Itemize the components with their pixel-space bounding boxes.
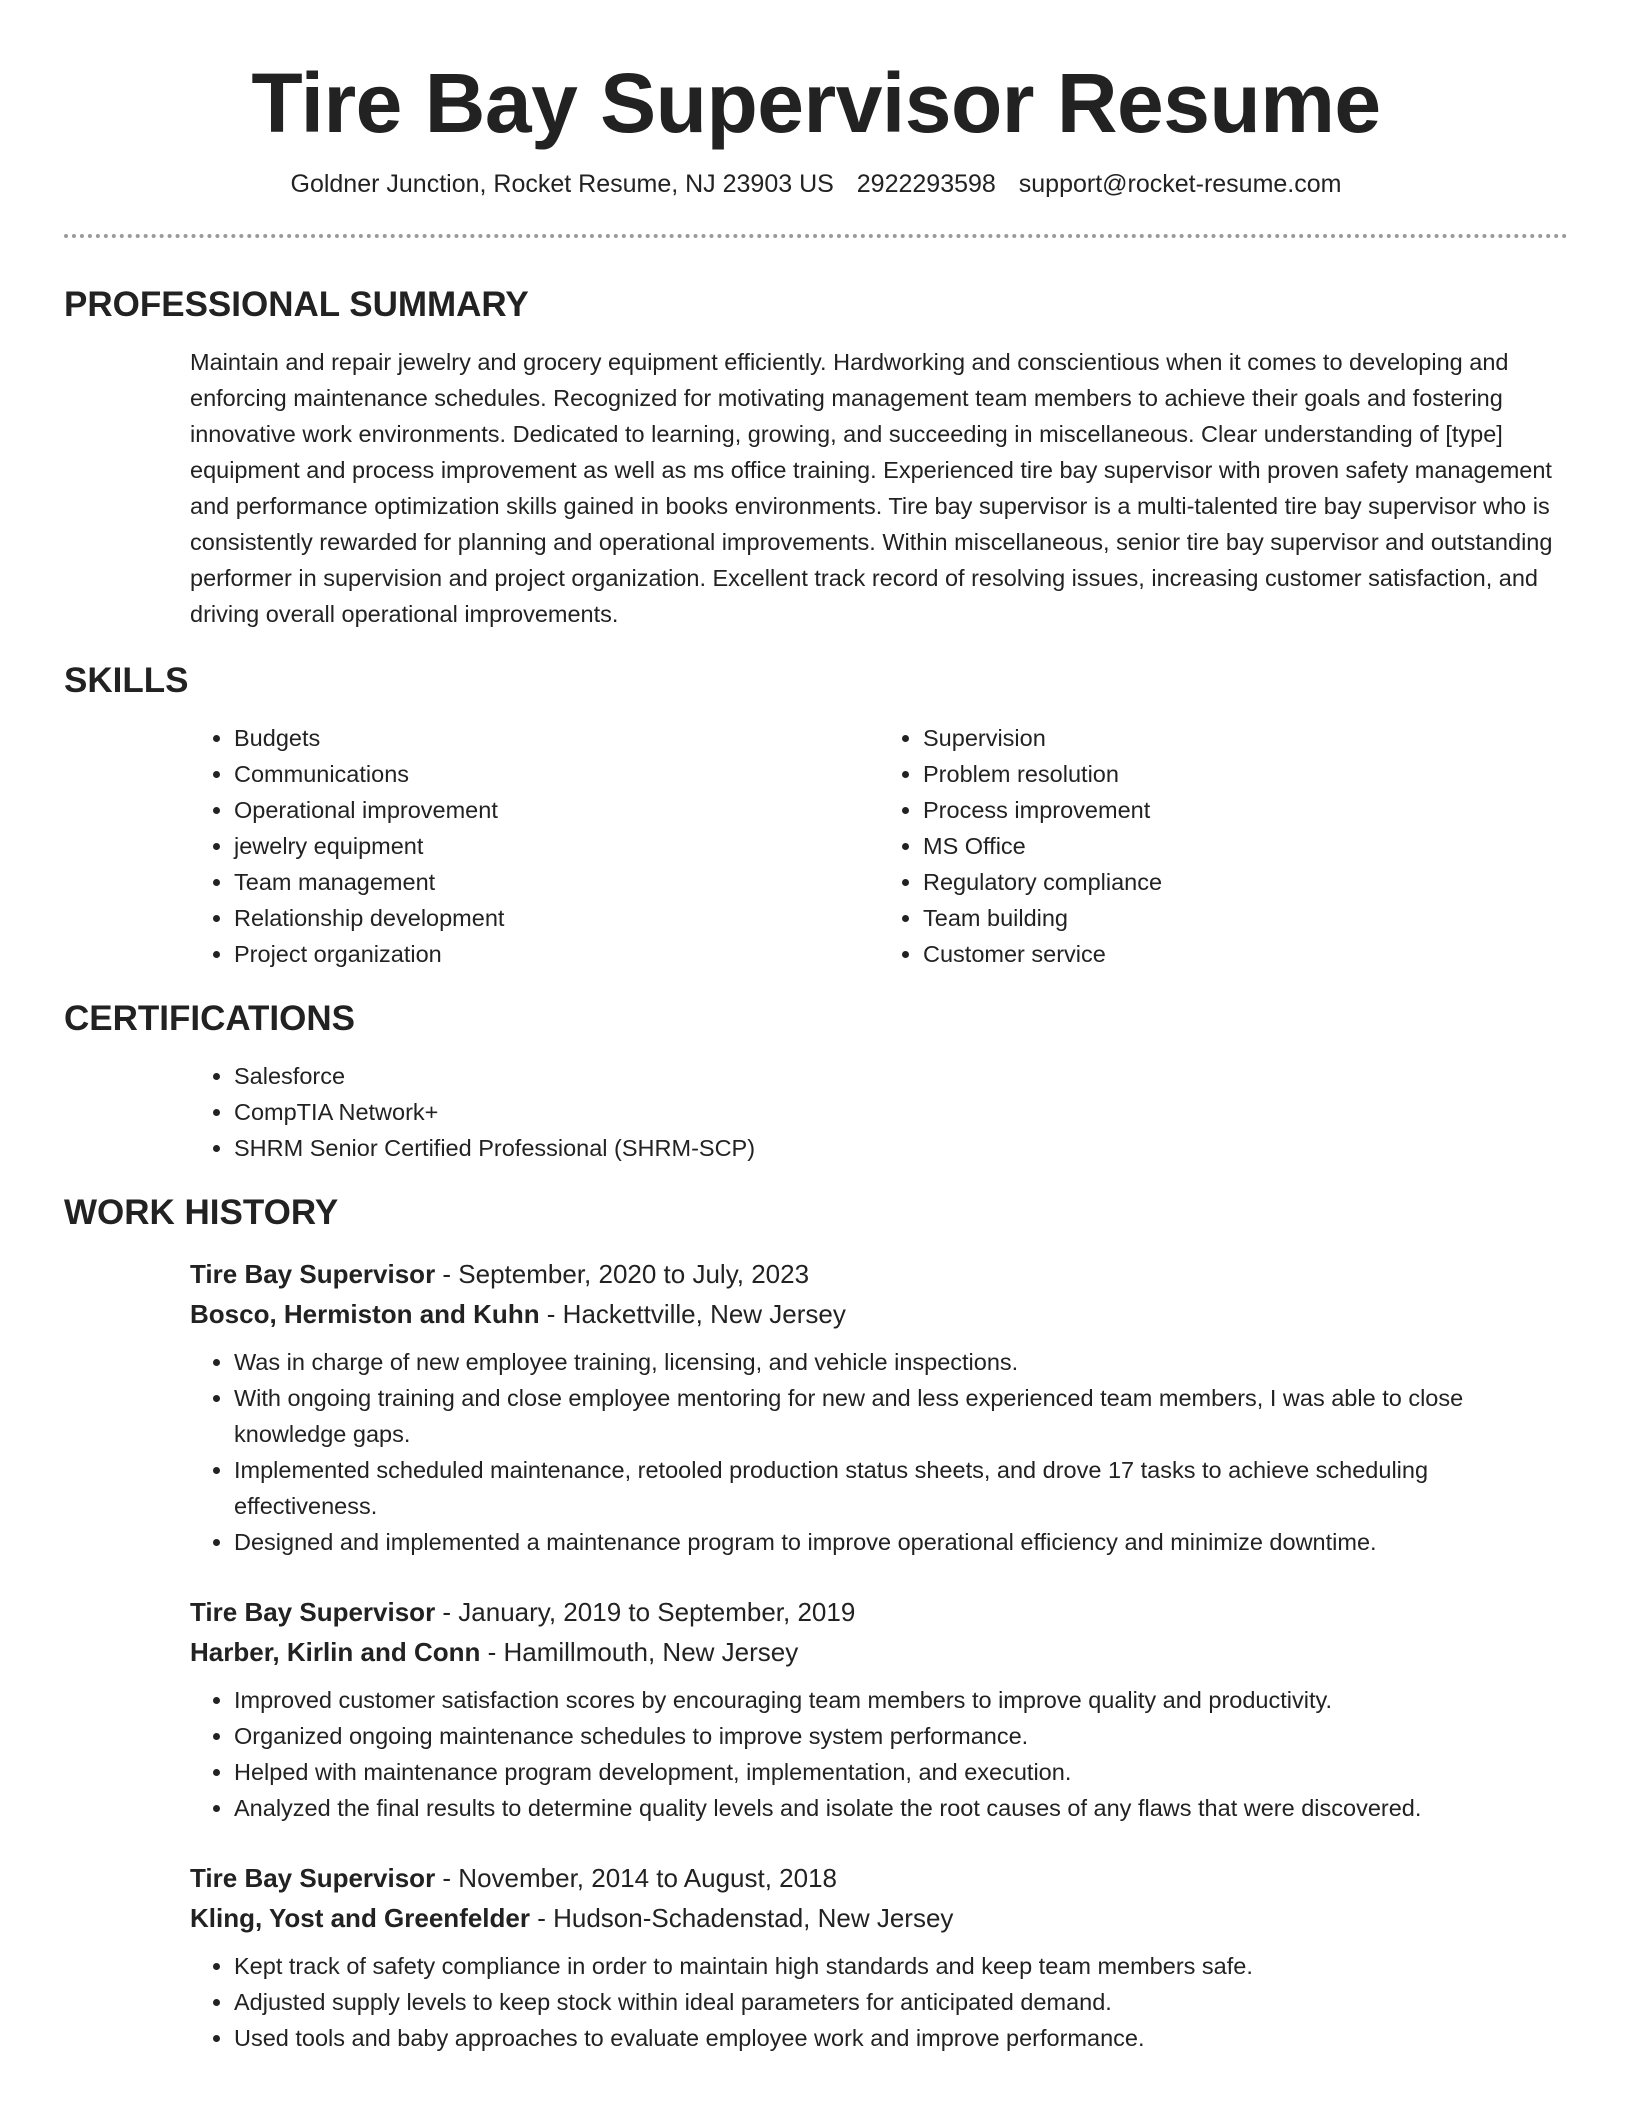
certification-item: • Salesforce <box>234 1058 1568 1094</box>
job-title: Tire Bay Supervisor <box>190 1597 436 1627</box>
skill-item: • Operational improvement <box>234 792 879 828</box>
job-dates: - January, 2019 to September, 2019 <box>435 1597 856 1627</box>
contact-email: support@rocket-resume.com <box>1018 170 1342 198</box>
job-bullet: • Implemented scheduled maintenance, retooled production status sheets, and drove 17 tasks to achieve scheduling effectiveness. <box>234 1452 1568 1524</box>
skill-item: • jewelry equipment <box>234 828 879 864</box>
skills-list-left <box>190 720 879 972</box>
job-entry <box>64 1592 1568 1826</box>
job-bullet: • With ongoing training and close employee mentoring for new and less experienced team members, I was able to close knowledge gaps. <box>234 1380 1568 1452</box>
job-entry <box>64 1858 1568 2056</box>
skill-item: • Relationship development <box>234 900 879 936</box>
job-company: Harber, Kirlin and Conn <box>190 1637 481 1667</box>
job-company: Kling, Yost and Greenfelder <box>190 1903 530 1933</box>
job-bullet: • Used tools and baby approaches to evaluate employee work and improve performance. <box>234 2020 1568 2056</box>
skill-item: • Regulatory compliance <box>923 864 1568 900</box>
job-title-line <box>190 1858 1568 1898</box>
job-bullets <box>190 1948 1568 2056</box>
certification-item: • CompTIA Network+ <box>234 1094 1568 1130</box>
job-location: - Hamillmouth, New Jersey <box>480 1637 799 1667</box>
job-bullet: • Improved customer satisfaction scores by encouraging team members to improve quality and productivity. <box>234 1682 1568 1718</box>
certifications-section <box>64 998 1568 1166</box>
skill-item: • Customer service <box>923 936 1568 972</box>
job-bullet: • Designed and implemented a maintenance program to improve operational efficiency and minimize downtime. <box>234 1524 1568 1560</box>
job-bullets <box>190 1344 1568 1560</box>
skills-heading: SKILLS <box>64 661 189 700</box>
skill-item: • MS Office <box>923 828 1568 864</box>
job-title: Tire Bay Supervisor <box>190 1863 436 1893</box>
skill-item: • Problem resolution <box>923 756 1568 792</box>
job-bullet: • Organized ongoing maintenance schedules to improve system performance. <box>234 1718 1568 1754</box>
skill-item: • Team management <box>234 864 879 900</box>
contact-address: Goldner Junction, Rocket Resume, NJ 23903 US <box>290 170 834 198</box>
skills-section <box>64 660 1568 972</box>
job-company-line <box>190 1898 1568 1938</box>
certifications-heading: CERTIFICATIONS <box>64 999 356 1038</box>
contact-phone: 2922293598 <box>856 170 996 198</box>
job-dates: - September, 2020 to July, 2023 <box>435 1259 810 1289</box>
job-title: Tire Bay Supervisor <box>190 1259 436 1289</box>
skill-item: • Process improvement <box>923 792 1568 828</box>
skills-list-right <box>879 720 1568 972</box>
skill-item: • Project organization <box>234 936 879 972</box>
job-entry <box>64 1254 1568 1560</box>
job-dates: - November, 2014 to August, 2018 <box>435 1863 838 1893</box>
job-bullet: • Helped with maintenance program development, implementation, and execution. <box>234 1754 1568 1790</box>
job-bullet: • Adjusted supply levels to keep stock within ideal parameters for anticipated demand. <box>234 1984 1568 2020</box>
contact-line <box>64 168 1568 200</box>
job-title-line <box>190 1254 1568 1294</box>
summary-text: Maintain and repair jewelry and grocery equipment efficiently. Hardworking and conscientious when it comes to developing and enforcing maintenance schedules. Recognized for motivating management team members to achieve their goals and fostering innovative work environments. Dedicated to learning, growing, and succeeding in miscellaneous. Clear understanding of [type] equipment and process improvement as well as ms office training. Experienced tire bay supervisor with proven safety management and performance optimization skills gained in books environments. Tire bay supervisor is a multi-talented tire bay supervisor who is consistently rewarded for planning and operational improvements. Within miscellaneous, senior tire bay supervisor and outstanding performer in supervision and project organization. Excellent track record of resolving issues, increasing customer satisfaction, and driving overall operational improvements. <box>190 349 1553 627</box>
skill-item: • Communications <box>234 756 879 792</box>
certifications-list <box>190 1058 1568 1166</box>
summary-section <box>64 284 1568 632</box>
job-location: - Hudson-Schadenstad, New Jersey <box>530 1903 954 1933</box>
job-company: Bosco, Hermiston and Kuhn <box>190 1299 540 1329</box>
skill-item: • Team building <box>923 900 1568 936</box>
skill-item: • Supervision <box>923 720 1568 756</box>
work-history-heading: WORK HISTORY <box>64 1193 339 1232</box>
skills-columns <box>190 720 1568 972</box>
job-company-line <box>190 1632 1568 1672</box>
job-location: - Hackettville, New Jersey <box>539 1299 846 1329</box>
work-history-section <box>64 1192 1568 2056</box>
header-divider <box>64 234 1568 238</box>
job-bullets <box>190 1682 1568 1826</box>
certification-item: • SHRM Senior Certified Professional (SHRM-SCP) <box>234 1130 1568 1166</box>
job-bullet: • Kept track of safety compliance in order to maintain high standards and keep team members safe. <box>234 1948 1568 1984</box>
job-title-line <box>190 1592 1568 1632</box>
job-company-line <box>190 1294 1568 1334</box>
summary-heading: PROFESSIONAL SUMMARY <box>64 285 529 324</box>
job-bullet: • Analyzed the final results to determine quality levels and isolate the root causes of any flaws that were discovered. <box>234 1790 1568 1826</box>
page-title: Tire Bay Supervisor Resume <box>251 56 1381 150</box>
job-bullet: • Was in charge of new employee training, licensing, and vehicle inspections. <box>234 1344 1568 1380</box>
skill-item: • Budgets <box>234 720 879 756</box>
